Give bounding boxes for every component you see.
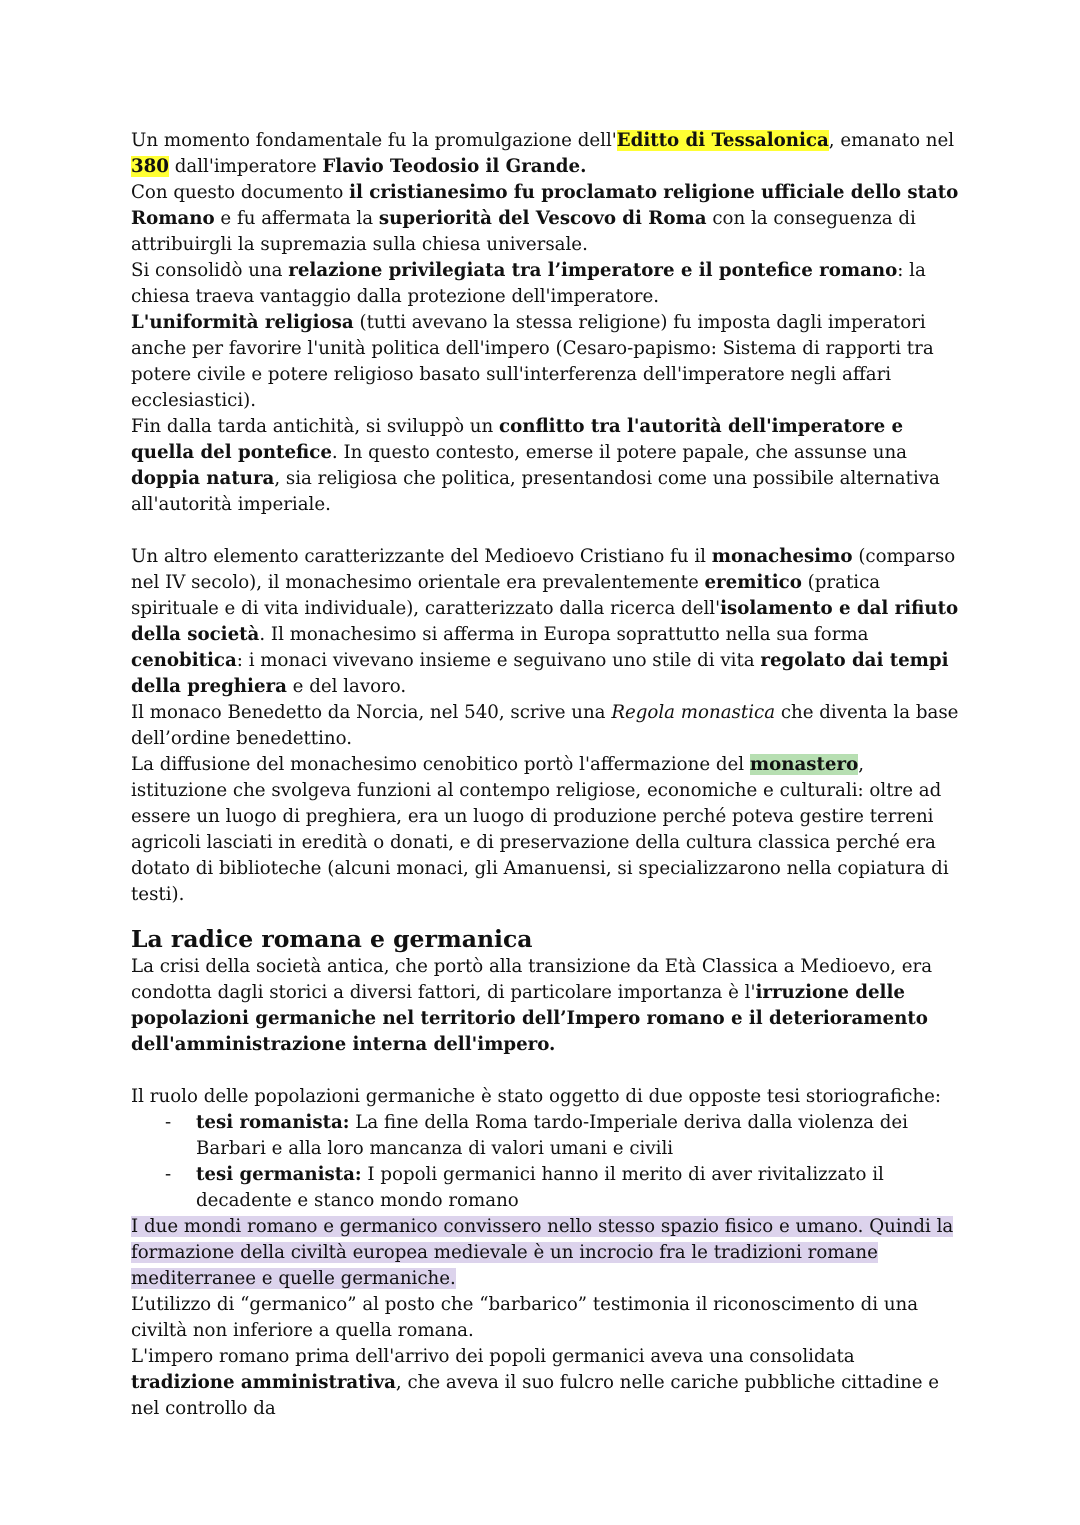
text-run: e fu affermata la xyxy=(214,208,379,229)
paragraph-impero xyxy=(131,1344,961,1422)
list-item xyxy=(131,1110,961,1162)
paragraph-uniformita xyxy=(131,310,961,414)
list-term: tesi germanista: xyxy=(196,1164,362,1185)
dash-bullet: - xyxy=(165,1112,172,1133)
paragraph-relazione xyxy=(131,258,961,310)
paragraph-cristianesimo xyxy=(131,180,961,258)
text-run: Si consolidò una xyxy=(131,260,289,281)
highlight-year: 380 xyxy=(131,156,169,177)
text-run: che diventa la base dell’ordine benedettino. xyxy=(131,702,959,749)
text-run: (tutti avevano la stessa religione) fu imposta dagli imperatori anche per favorire l'unità politica dell'impero (Cesaro-papismo: Sistema di rapporti tra potere civile e potere religioso basato sull'interferenza dell'imperatore negli affari ecclesiastici). xyxy=(131,312,934,411)
bold-run: cenobitica xyxy=(131,650,237,671)
bold-run: monachesimo xyxy=(711,546,853,567)
text-run: . Il monachesimo si afferma in Europa soprattutto nella sua forma xyxy=(259,624,869,645)
bold-run: L'uniformità religiosa xyxy=(131,312,354,333)
paragraph-conflitto xyxy=(131,414,961,518)
text-run: (comparso nel IV secolo), il monachesimo orientale era prevalentemente xyxy=(131,546,956,593)
paragraph-benedetto xyxy=(131,700,961,752)
text-run: : la chiesa traeva vantaggio dalla protezione dell'imperatore. xyxy=(131,260,926,307)
list-text: I popoli germanici hanno il merito di aver rivitalizzato il decadente e stanco mondo romano xyxy=(196,1164,884,1211)
text-run: e del lavoro. xyxy=(286,676,407,697)
list-text: La fine della Roma tardo-Imperiale deriva dalla violenza dei Barbari e alla loro mancanza di valori umani e civili xyxy=(196,1112,908,1159)
highlight-editto: Editto di Tessalonica xyxy=(616,130,829,151)
text-run: , che aveva il suo fulcro nelle cariche pubbliche cittadine e nel controllo da xyxy=(131,1372,940,1419)
dash-bullet: - xyxy=(165,1164,172,1185)
highlight-monastero: monastero xyxy=(749,754,859,775)
text-run: Con questo documento xyxy=(131,182,350,203)
bold-run: il cristianesimo fu proclamato religione ufficiale dello stato Romano xyxy=(131,182,959,229)
document-body xyxy=(131,128,961,1422)
paragraph-monastero xyxy=(131,752,961,908)
tesi-list xyxy=(131,1110,961,1214)
bold-run: relazione privilegiata tra l’imperatore e il pontefice romano xyxy=(288,260,898,281)
text-run: La diffusione del monachesimo cenobitico portò l'affermazione del xyxy=(131,754,750,775)
section-heading: La radice romana e germanica xyxy=(131,925,533,953)
paragraph-monachesimo xyxy=(131,544,961,700)
text-run: con la conseguenza di attribuirgli la supremazia sulla chiesa universale. xyxy=(131,208,916,255)
paragraph-due-mondi xyxy=(131,1214,961,1292)
text-run: , sia religiosa che politica, presentandosi come una possibile alternativa all'autorità imperiale. xyxy=(131,468,940,515)
blank-line xyxy=(131,518,961,544)
paragraph-crisi xyxy=(131,954,961,1058)
italic-run: Regola monastica xyxy=(611,702,776,723)
text-run: (pratica spirituale e di vita individuale), caratterizzato dalla ricerca dell' xyxy=(131,572,881,619)
bold-run: regolato dai tempi della preghiera xyxy=(131,650,949,697)
text-run: La crisi della società antica, che portò alla transizione da Età Classica a Medioevo, era condotta dagli storici a diversi fattori, di particolare importanza è l' xyxy=(131,956,933,1003)
list-item xyxy=(131,1162,961,1214)
paragraph-editto xyxy=(131,128,961,180)
bold-run: doppia natura xyxy=(131,468,275,489)
bold-run: superiorità del Vescovo di Roma xyxy=(378,208,707,229)
bold-run: tradizione amministrativa xyxy=(131,1372,396,1393)
text-run: Fin dalla tarda antichità, si sviluppò un xyxy=(131,416,500,437)
paragraph-germanico: L’utilizzo di “germanico” al posto che “barbarico” testimonia il riconoscimento di una civiltà non inferiore a quella romana. xyxy=(131,1294,919,1341)
bold-run: irruzione delle popolazioni germaniche nel territorio dell’Impero romano e il deterioramento dell'amministrazione interna dell'impero. xyxy=(131,982,928,1055)
bold-run: Flavio Teodosio il Grande. xyxy=(322,156,587,177)
highlight-due-mondi: I due mondi romano e germanico convissero nello stesso spazio fisico e umano. Quindi la formazione della civiltà europea medievale è un incrocio fra le tradizioni romane mediterranee e quelle germaniche. xyxy=(131,1216,954,1289)
text-run: , emanato nel xyxy=(828,130,955,151)
paragraph-tesi-intro: Il ruolo delle popolazioni germaniche è stato oggetto di due opposte tesi storiografiche: xyxy=(131,1086,942,1107)
text-run: L'impero romano prima dell'arrivo dei popoli germanici aveva una consolidata xyxy=(131,1346,855,1367)
text-run: . In questo contesto, emerse il potere papale, che assunse una xyxy=(331,442,908,463)
text-run: Un altro elemento caratterizzante del Medioevo Cristiano fu il xyxy=(131,546,712,567)
list-term: tesi romanista: xyxy=(196,1112,350,1133)
blank-line xyxy=(131,1058,961,1084)
bold-run: eremitico xyxy=(704,572,802,593)
bold-run: isolamento e dal rifiuto della società xyxy=(131,598,959,645)
text-run: : i monaci vivevano insieme e seguivano uno stile di vita xyxy=(236,650,761,671)
text-run: Un momento fondamentale fu la promulgazione dell' xyxy=(131,130,617,151)
bold-run: conflitto tra l'autorità dell'imperatore e quella del pontefice xyxy=(131,416,904,463)
text-run: Il monaco Benedetto da Norcia, nel 540, scrive una xyxy=(131,702,612,723)
text-run: dall'imperatore xyxy=(168,156,323,177)
text-run: , istituzione che svolgeva funzioni al contempo religiose, economiche e culturali: oltre ad essere un luogo di preghiera, era un luogo di produzione perché poteva gestire terreni agricoli lasciati in eredità o donati, e di preservazione della cultura classica perché era dotato di biblioteche (alcuni monaci, gli Amanuensi, si specializzarono nella copiatura di testi). xyxy=(131,754,949,905)
